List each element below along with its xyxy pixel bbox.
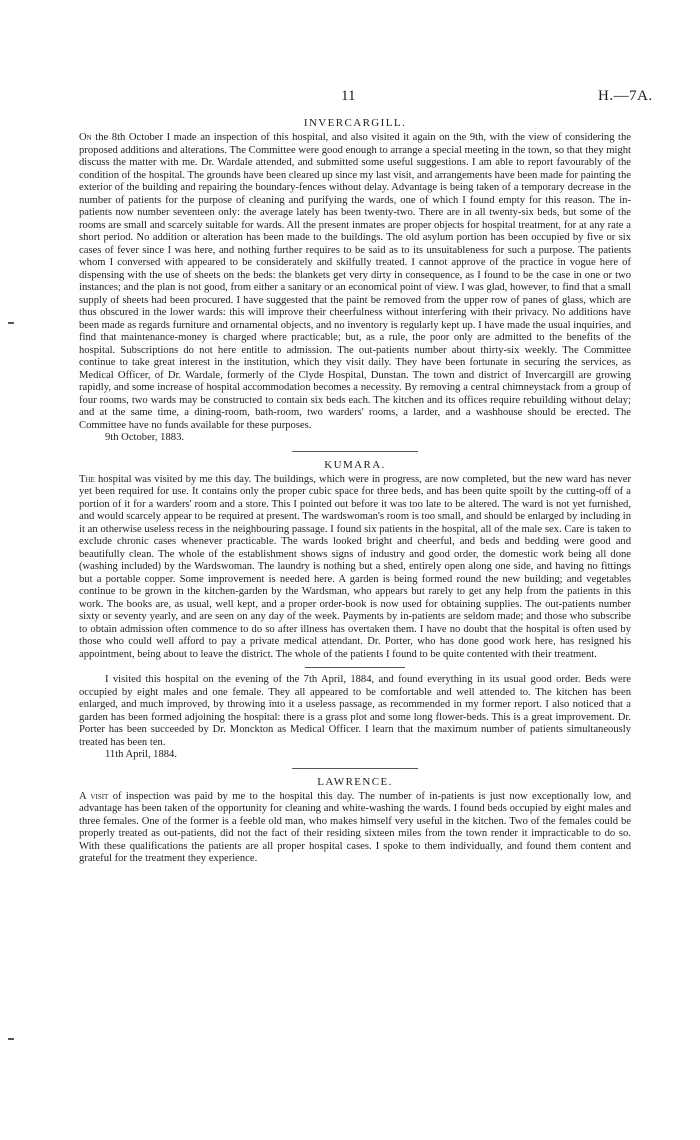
section-divider [292,451,418,452]
paragraph-text: hospital was visited by me this day. The buildings, which were in progress, are now completed, but the new ward has never yet been required for use. It contains only the proper cubic space for three beds, and has been quite spoilt by the cutting-off of a portion of it for a warders' room and a store. This I pointed out before it was too late to be altered. The ward is not yet furnished, and would scarcely appear to be required at present. The wardswoman's room is too small, and should be enlarged by including in it an otherwise useless recess in the neighbouring passage. I found six patients in the hospital, all of the male sex. Care is taken to exclude chronic cases whenever practicable. The wards looked bright and cheerful, and beds and bedding were good and beautifully clean. The whole of the establishment shows signs of industry and good order, the domestic work being all done (washing included) by the Wardswoman. The laundry is nothing but a shed, entirely open along one side, and having no fittings but a portable copper. Some improvement is needed here. A garden is being formed round the new building; and vegetables continue to be grown in the kitchen-garden by the Wardsman, who appears but rarely to get any help from the patients in this work. The books are, as usual, well kept, and a proper order-book is now used for obtaining supplies. The out-patients number sixty or seventy yearly, and are seen on any day of the week. Payments by in-patients are seldom made; and those who subscribe to obtain admission often commence to do so after illness has overtaken them. I have no doubt that the hospital is often used by those who could well afford to pay a private medical attendant. Dr. Porter, who has done good work here, has resigned his appointment, being about to leave the district. The whole of the patients I found to be quite contented with their treatment. [79,473,631,660]
paragraph-lead: A visit [79,790,109,802]
section-paragraph [79,474,631,662]
section-paragraph [79,132,631,432]
section-divider [292,768,418,769]
paragraph-lead: The [79,473,95,485]
paragraph-divider [305,667,405,668]
followup-paragraph: I visited this hospital on the evening of the 7th April, 1884, and found everything in its usual good order. Beds were occupied by eight males and one female. They all appeared to be comfortable and well attended to. The kitchen has been enlarged, and much improved, by throwing into it a useless passage, as recommended in my former report. I also noticed that a garden has been formed adjoining the hospital: there is a grass plot and some long flower-beds. This is a great improvement. Dr. Porter has been succeeded by Dr. Monckton as Medical Officer. I learn that the maximum number of patients simultaneously treated has been ten. [79,674,631,748]
section-title-kumara: KUMARA. [324,458,386,471]
report-date: 9th October, 1883. [105,432,185,443]
section-title-invercargill: INVERCARGILL. [303,117,407,129]
paragraph-text: of inspection was paid by me to the hospital this day. The number of in-patients is just now exceptionally low, and advantage has been taken of the opportunity for cleaning and white-washing the wards. I found beds occupied by eight males and three females. One of the former is a feeble old man, who makes himself very useful in the kitchen. Two of the females could be properly treated as out-patients, did not the fact of their residing sixteen miles from the town render it impracticable to do so. With these qualifications the patients are all proper hospital cases. I spoke to them individually, and found them content and grateful for the treatment they experience. [79,790,631,864]
margin-mark [8,1038,14,1040]
section-paragraph [79,791,631,866]
page-number: 11 [341,88,356,104]
paragraph-text: the 8th October I made an inspection of this hospital, and also visited it again on the 9th, with the view of considering the proposed additions and alterations. The Committee were good enough to arrange a special meeting in the town, so that they might discuss the matter with me. Dr. Wardale attended, and submitted some useful suggestions. I am able to report favourably of the condition of the hospital. The grounds have been cleared up since my last visit, and arrangements have been made for painting the exterior of the building and repairing the boundary-fences without delay. Advantage is being taken of a temporary decrease in the number of patients for the purpose of cleaning and purifying the wards, one of which I found empty for this reason. The in-patients now number seventeen only: the average lately has been twenty-two. There are in all twenty-six beds, but some of the rooms are small and scarcely suitable for wards. All the present inmates are proper objects for hospital treatment, for at any rate a short period. No addition or alteration has been made to the buildings. The old asylum portion has been occupied by five or six cases of fever since I was here, and nothing further requires to be said as to its unsuitableness for such a purpose. The patients whom I conversed with appeared to be considerately and skilfully treated. I cannot approve of the practice in vogue here of dispensing with the use of sheets on the beds: the blankets get very dirty in consequence, as I found to be the case in one or two instances; and the plan is not good, from either a sanitary or an economical point of view. I was glad, however, to find that a small supply of sheets had been procured. I have suggested that the paint be removed from the upper row of panes of glass, which are thus obscured in the lower wards: this will improve their cheerfulness without interfering with their privacy. No additions have been made as regards furniture and ornamental objects, and no inventory is regularly kept up. I have made the usual inquiries, and find that maintenance-money is charged where practicable; but, as a rule, the poor only are admitted to the benefits of the hospital. Subscriptions do not here entitle to admission. The out-patients number about thirty-six weekly. The Committee continue to take great interest in the institution, which they visit daily. They have been fortunate in securing the services, as Medical Officer, of Dr. Wardale, formerly of the Clyde Hospital, Dunstan. The town and district of Invercargill are growing rapidly, and some increase of hospital accommodation becomes a necessity. By removing a central chimneystack from a group of four rooms, two wards may be constructed to contain six beds each. The kitchen and its offices require rebuilding without delay; and at the same time, a dining-room, bath-room, two warders' rooms, a larder, and a washhouse should be erected. The Committee have no funds available for these purposes. [79,132,631,431]
paragraph-lead: On [79,132,92,143]
document-body [79,116,631,866]
margin-mark [8,322,14,324]
page-header [0,88,700,108]
document-reference: H.—7A. [598,88,653,104]
report-date: 11th April, 1884. [105,749,177,760]
section-title-lawrence: LAWRENCE. [317,775,393,788]
